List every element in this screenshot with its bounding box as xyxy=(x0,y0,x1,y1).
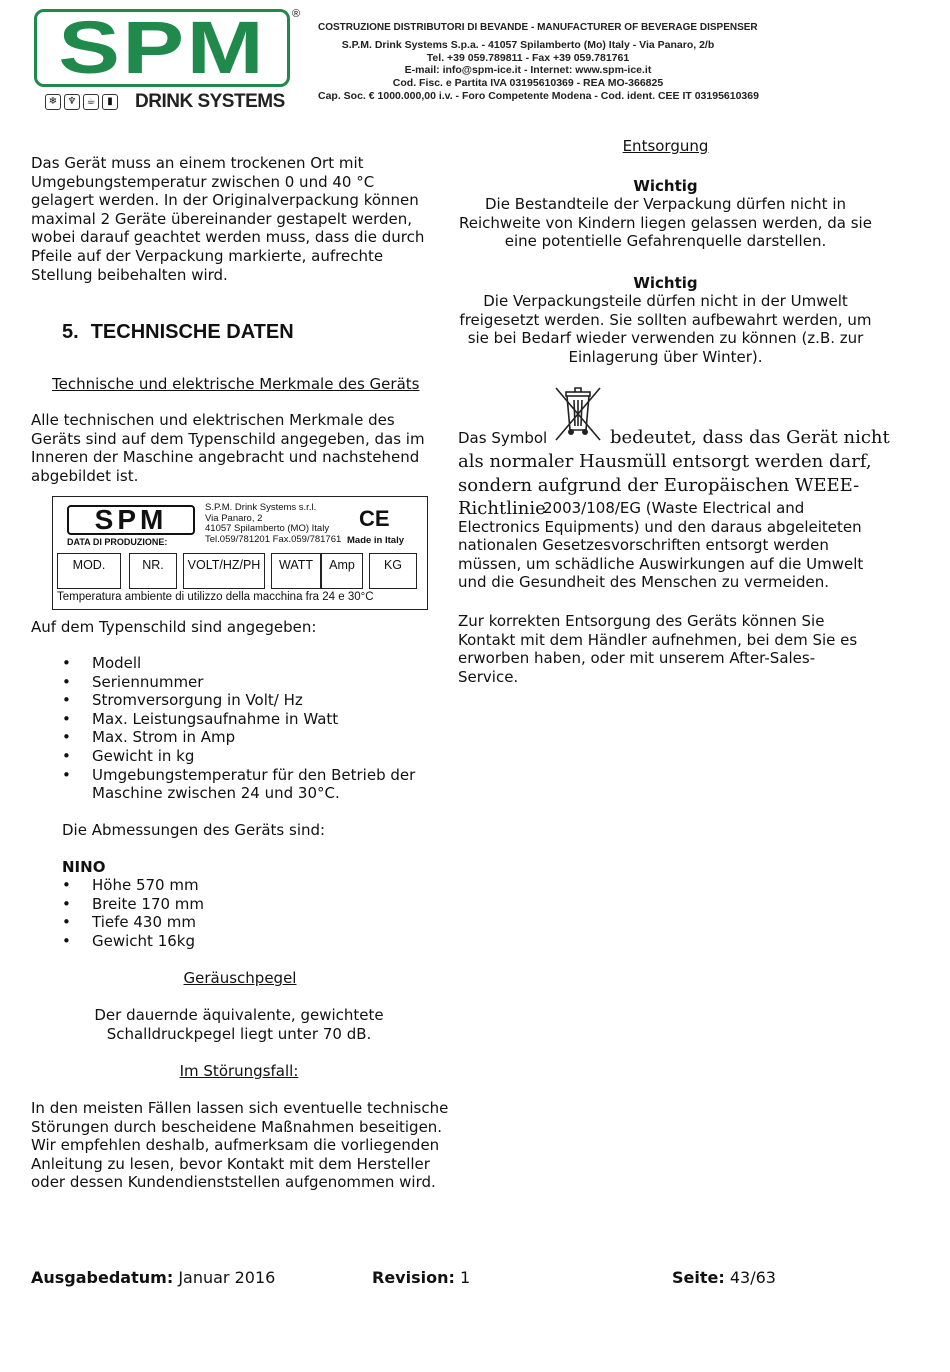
fault-heading: Im Störungsfall: xyxy=(179,1062,299,1080)
storage-paragraph: Das Gerät muss an einem trockenen Ort mit Umgebungstemperatur zwischen 0 und 40 °C gelagert werden. In der Originalverpackung können maximal 2 Geräte übereinander gestapelt werden, wobei darauf geachtet werden muss, dass die durch Pfeile auf der Verpackung markierte, aufrechte Stellung beibehalten wird. xyxy=(31,154,425,284)
list-item: • Max. Leistungsaufnahme in Watt xyxy=(62,710,442,729)
revision-value: 1 xyxy=(459,1268,471,1287)
noise-text: Der dauernde äquivalente, gewichtete Schalldruckpegel liegt unter 70 dB. xyxy=(94,1006,384,1043)
plate-address xyxy=(205,503,341,545)
tech-paragraph: Alle technischen und elektrischen Merkmale des Geräts sind auf dem Typenschild angegeben, das im Inneren der Maschine angebracht und nachstehend abgebildet ist. xyxy=(31,411,425,485)
plate-cell-kg: KG xyxy=(369,553,417,589)
section-heading xyxy=(62,321,294,344)
revision xyxy=(372,1268,470,1287)
noise-heading: Geräuschpegel xyxy=(183,969,297,987)
plate-cell-volt: VOLT/HZ/PH xyxy=(183,553,265,589)
list-item: • Gewicht in kg xyxy=(62,747,442,766)
issue-date-value: Januar 2016 xyxy=(178,1268,276,1287)
plate-cell-model: MOD. xyxy=(57,553,121,589)
list-item: • Stromversorgung in Volt/ Hz xyxy=(62,691,442,710)
plate-intro: Auf dem Typenschild sind angegeben: xyxy=(31,618,317,636)
coffee-icon: ☕ xyxy=(83,94,99,110)
weee-bin-icon xyxy=(552,382,604,444)
rating-plate xyxy=(52,496,428,610)
page-value: 43/63 xyxy=(729,1268,776,1287)
tech-subheading: Technische und elektrische Merkmale des Geräts xyxy=(52,375,420,393)
revision-label: Revision: xyxy=(372,1268,455,1287)
list-item: • Max. Strom in Amp xyxy=(62,728,442,747)
page-label: Seite: xyxy=(672,1268,725,1287)
issue-date-label: Ausgabedatum: xyxy=(31,1268,174,1287)
section-number: 5. xyxy=(62,321,79,343)
logo-text: SPM xyxy=(58,6,266,89)
symbol-prefix: Das Symbol xyxy=(458,429,548,447)
plate-address-line: S.P.M. Drink Systems s.r.l. xyxy=(205,502,317,513)
brand-subtitle: DRINK SYSTEMS xyxy=(135,91,285,112)
list-item: • Seriennummer xyxy=(62,673,442,692)
symbol-line-4: Richtlinie xyxy=(458,498,546,519)
warning1-text: Die Bestandteile der Verpackung dürfen nicht in Reichweite von Kindern liegen gelassen werden, da sie eine potentielle Gefahrenquelle darstellen. xyxy=(459,195,872,251)
plate-address-line: 41057 Spilamberto (MO) Italy xyxy=(205,523,330,534)
company-info xyxy=(318,22,758,103)
company-line: Cod. Fisc. e Partita IVA 03195610369 - REA MO-366825 xyxy=(392,77,664,90)
production-date-label: DATA DI PRODUZIONE: xyxy=(67,537,168,547)
company-line: S.P.M. Drink Systems S.p.a. - 41057 Spilamberto (Mo) Italy - Via Panaro, 2/b xyxy=(341,38,715,51)
plate-items-list xyxy=(62,654,442,803)
symbol-line-1: bedeutet, dass das Gerät nicht xyxy=(610,427,890,448)
list-item: • Breite 170 mm xyxy=(62,895,362,914)
issue-date xyxy=(31,1268,275,1287)
ice-icon: ❄ xyxy=(45,94,61,110)
symbol-rest: 2003/108/EG (Waste Electrical and Electronics Equipments) und den daraus abgeleiteten nationalen Gesetzesvorschriften entsorgt werden müssen, um schädliche Auswirkungen auf die Umwelt und die Gesundheit des Menschen zu vermeiden. xyxy=(458,499,864,592)
drink-icon: ♆ xyxy=(64,94,80,110)
plate-address-line: Tel.059/781201 Fax.059/781761 xyxy=(205,533,342,545)
symbol-line-3: sondern aufgrund der Europäischen WEEE- xyxy=(458,475,860,496)
warning1-title: Wichtig xyxy=(633,177,698,195)
company-line: Cap. Soc. € 1000.000,00 i.v. - Foro Competente Modena - Cod. ident. CEE IT 03195610369 xyxy=(318,89,759,102)
plate-cell-watt: WATT xyxy=(271,553,321,589)
list-item: • Umgebungstemperatur für den Betrieb der Maschine zwischen 24 und 30°C. xyxy=(62,766,442,803)
ce-mark: CE xyxy=(359,506,390,531)
list-item: • Tiefe 430 mm xyxy=(62,913,362,932)
registered-mark: ® xyxy=(292,8,301,20)
list-item: • Modell xyxy=(62,654,442,673)
made-in-label: Made in Italy xyxy=(347,535,405,546)
company-line: Tel. +39 059.789811 - Fax +39 059.781761 xyxy=(426,51,630,64)
model-name: NINO xyxy=(62,858,106,876)
list-item: • Gewicht 16kg xyxy=(62,932,362,951)
plate-footer: Temperatura ambiente di utilizzo della macchina fra 24 e 30°C xyxy=(57,591,374,603)
contact-text: Zur korrekten Entsorgung des Geräts können Sie Kontakt mit dem Händler aufnehmen, bei dem Sie es erworben haben, oder mit unserem After-Sales-Service. xyxy=(458,612,858,686)
page-number xyxy=(672,1268,776,1287)
section-title: TECHNISCHE DATEN xyxy=(90,321,294,343)
symbol-line-2: als normaler Hausmüll entsorgt werden darf, xyxy=(458,451,872,472)
warning2-title: Wichtig xyxy=(633,274,698,292)
fault-paragraph: In den meisten Fällen lassen sich eventuelle technische Störungen durch bescheidene Maßnahmen beseitigen. Wir empfehlen deshalb, aufmerksam die vorliegenden Anleitung zu lesen, bevor Kontakt mit dem Hersteller oder dessen Kundendienststellen aufgenommen wird. xyxy=(31,1099,449,1192)
product-icons xyxy=(45,94,118,110)
plate-address-line: Via Panaro, 2 xyxy=(205,512,263,524)
dimensions-intro: Die Abmessungen des Geräts sind: xyxy=(62,821,326,839)
bottle-icon: ▮ xyxy=(102,94,118,110)
plate-logo: SPM xyxy=(67,505,195,535)
warning2-text: Die Verpackungsteile dürfen nicht in der Umwelt freigesetzt werden. Sie sollten aufbewahrt werden, um sie bei Bedarf wieder verwenden zu können (z.B. zur Einlagerung über Winter). xyxy=(459,292,872,366)
disposal-heading: Entsorgung xyxy=(622,137,709,155)
list-item: • Höhe 570 mm xyxy=(62,876,362,895)
plate-cell-number: NR. xyxy=(129,553,177,589)
company-line: E-mail: info@spm-ice.it - Internet: www.spm-ice.it xyxy=(404,64,652,77)
company-line: COSTRUZIONE DISTRIBUTORI DI BEVANDE - MANUFACTURER OF BEVERAGE DISPENSER xyxy=(318,22,758,33)
plate-cell-amp: Amp xyxy=(321,553,363,589)
dimension-list xyxy=(62,876,362,950)
spm-logo xyxy=(34,6,290,89)
